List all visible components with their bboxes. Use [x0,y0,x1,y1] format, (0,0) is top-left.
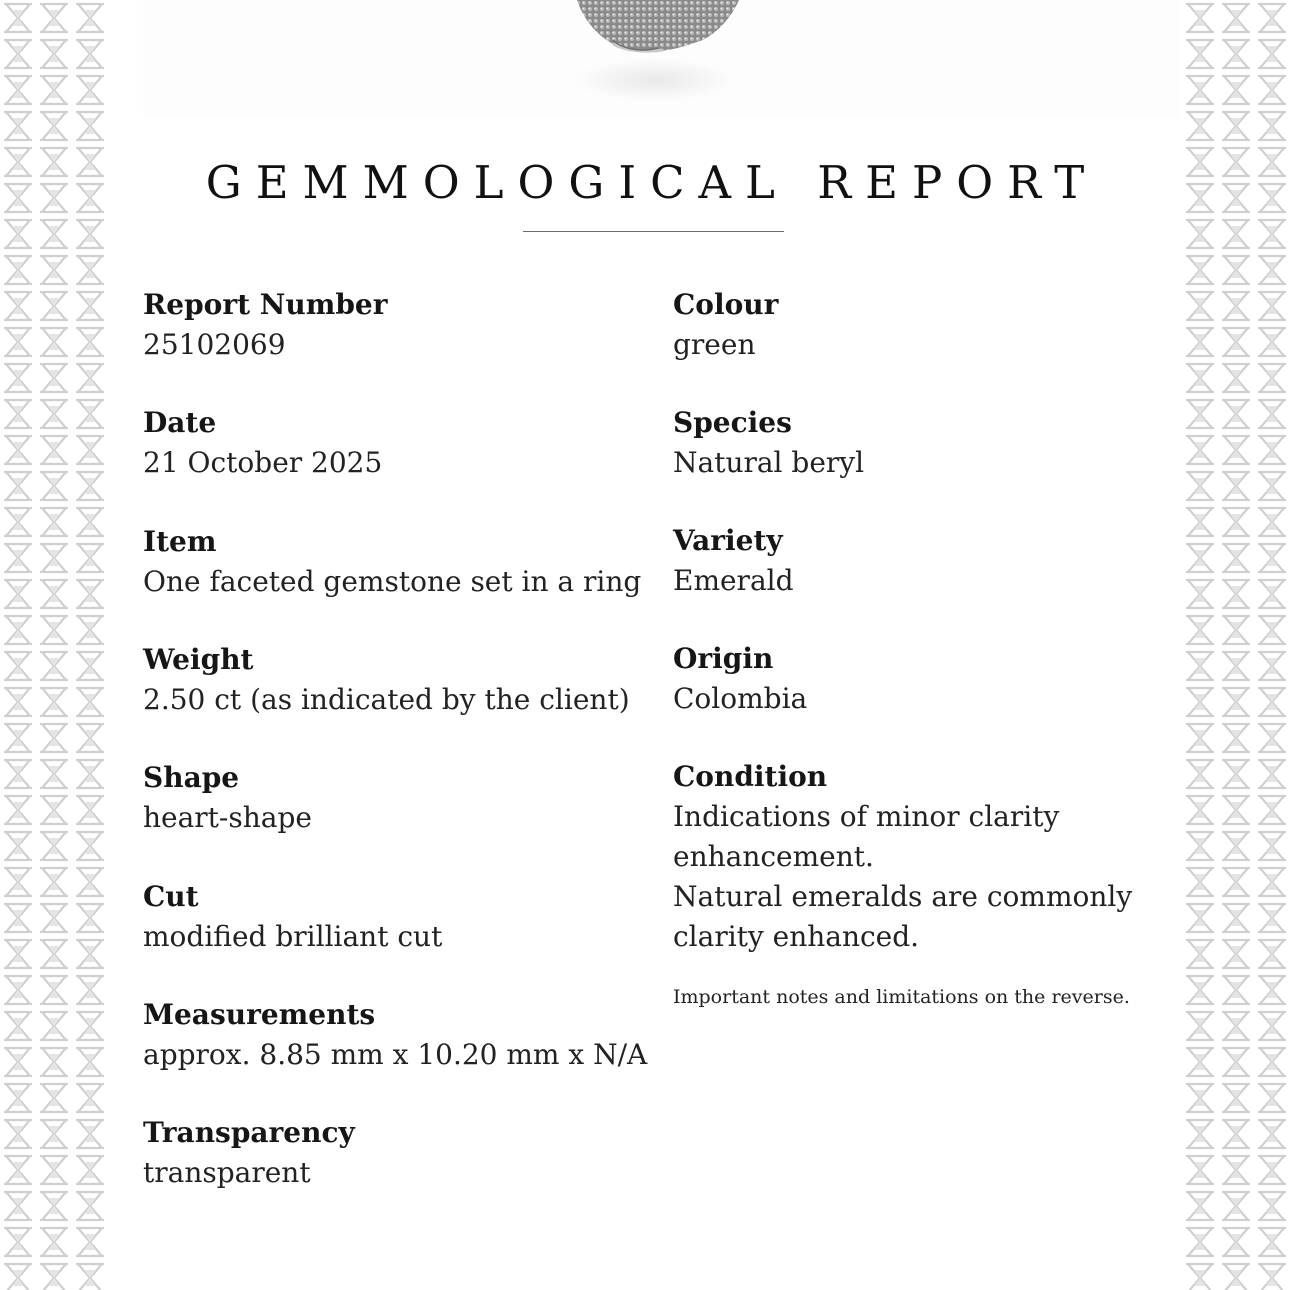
field-label: Report Number [143,288,388,321]
field-label: Origin [673,642,774,675]
field-label: Variety [673,524,783,557]
field-label: Cut [143,880,199,913]
field-weight [143,640,630,720]
field-value: transparent [143,1156,311,1189]
field-value: approx. 8.85 mm x 10.20 mm x N/A [143,1038,648,1071]
field-label: Item [143,525,217,558]
field-label: Shape [143,761,240,794]
field-label: Measurements [143,998,376,1031]
field-label: Transparency [143,1116,355,1149]
field-date [143,403,382,483]
field-report-number [143,285,388,365]
field-value: Emerald [673,564,794,597]
field-value: 21 October 2025 [143,446,383,479]
field-colour [673,285,1143,365]
field-cut [143,877,442,957]
field-label: Condition [673,760,828,793]
field-item [143,522,641,602]
field-value: green [673,328,756,361]
field-value: Colombia [673,682,808,715]
field-variety [673,521,1143,601]
field-origin [673,639,1143,719]
field-value: 25102069 [143,328,286,361]
field-measurements [143,995,647,1075]
field-value: One faceted gemstone set in a ring [143,565,642,598]
field-value: modified brilliant cut [143,920,443,953]
report-title: GEMMOLOGICAL REPORT [205,156,1099,209]
field-species [673,403,1143,483]
field-label: Weight [143,643,254,676]
field-shape [143,758,312,838]
field-label: Species [673,406,792,439]
field-value: heart-shape [143,801,312,834]
ring-photo [143,0,1178,118]
field-transparency [143,1113,355,1193]
field-value: Natural beryl [673,446,865,479]
field-label: Colour [673,288,779,321]
field-label: Date [143,406,217,439]
field-value: 2.50 ct (as indicated by the client) [143,683,630,716]
field-value: Indications of minor clarity enhancement. [673,800,1060,873]
title-divider [523,231,784,232]
field-condition [673,757,1143,957]
field-value-note: Natural emeralds are commonly clarity enhanced. [673,880,1133,953]
reverse-notes-disclaimer: Important notes and limitations on the reverse. [673,986,1130,1008]
